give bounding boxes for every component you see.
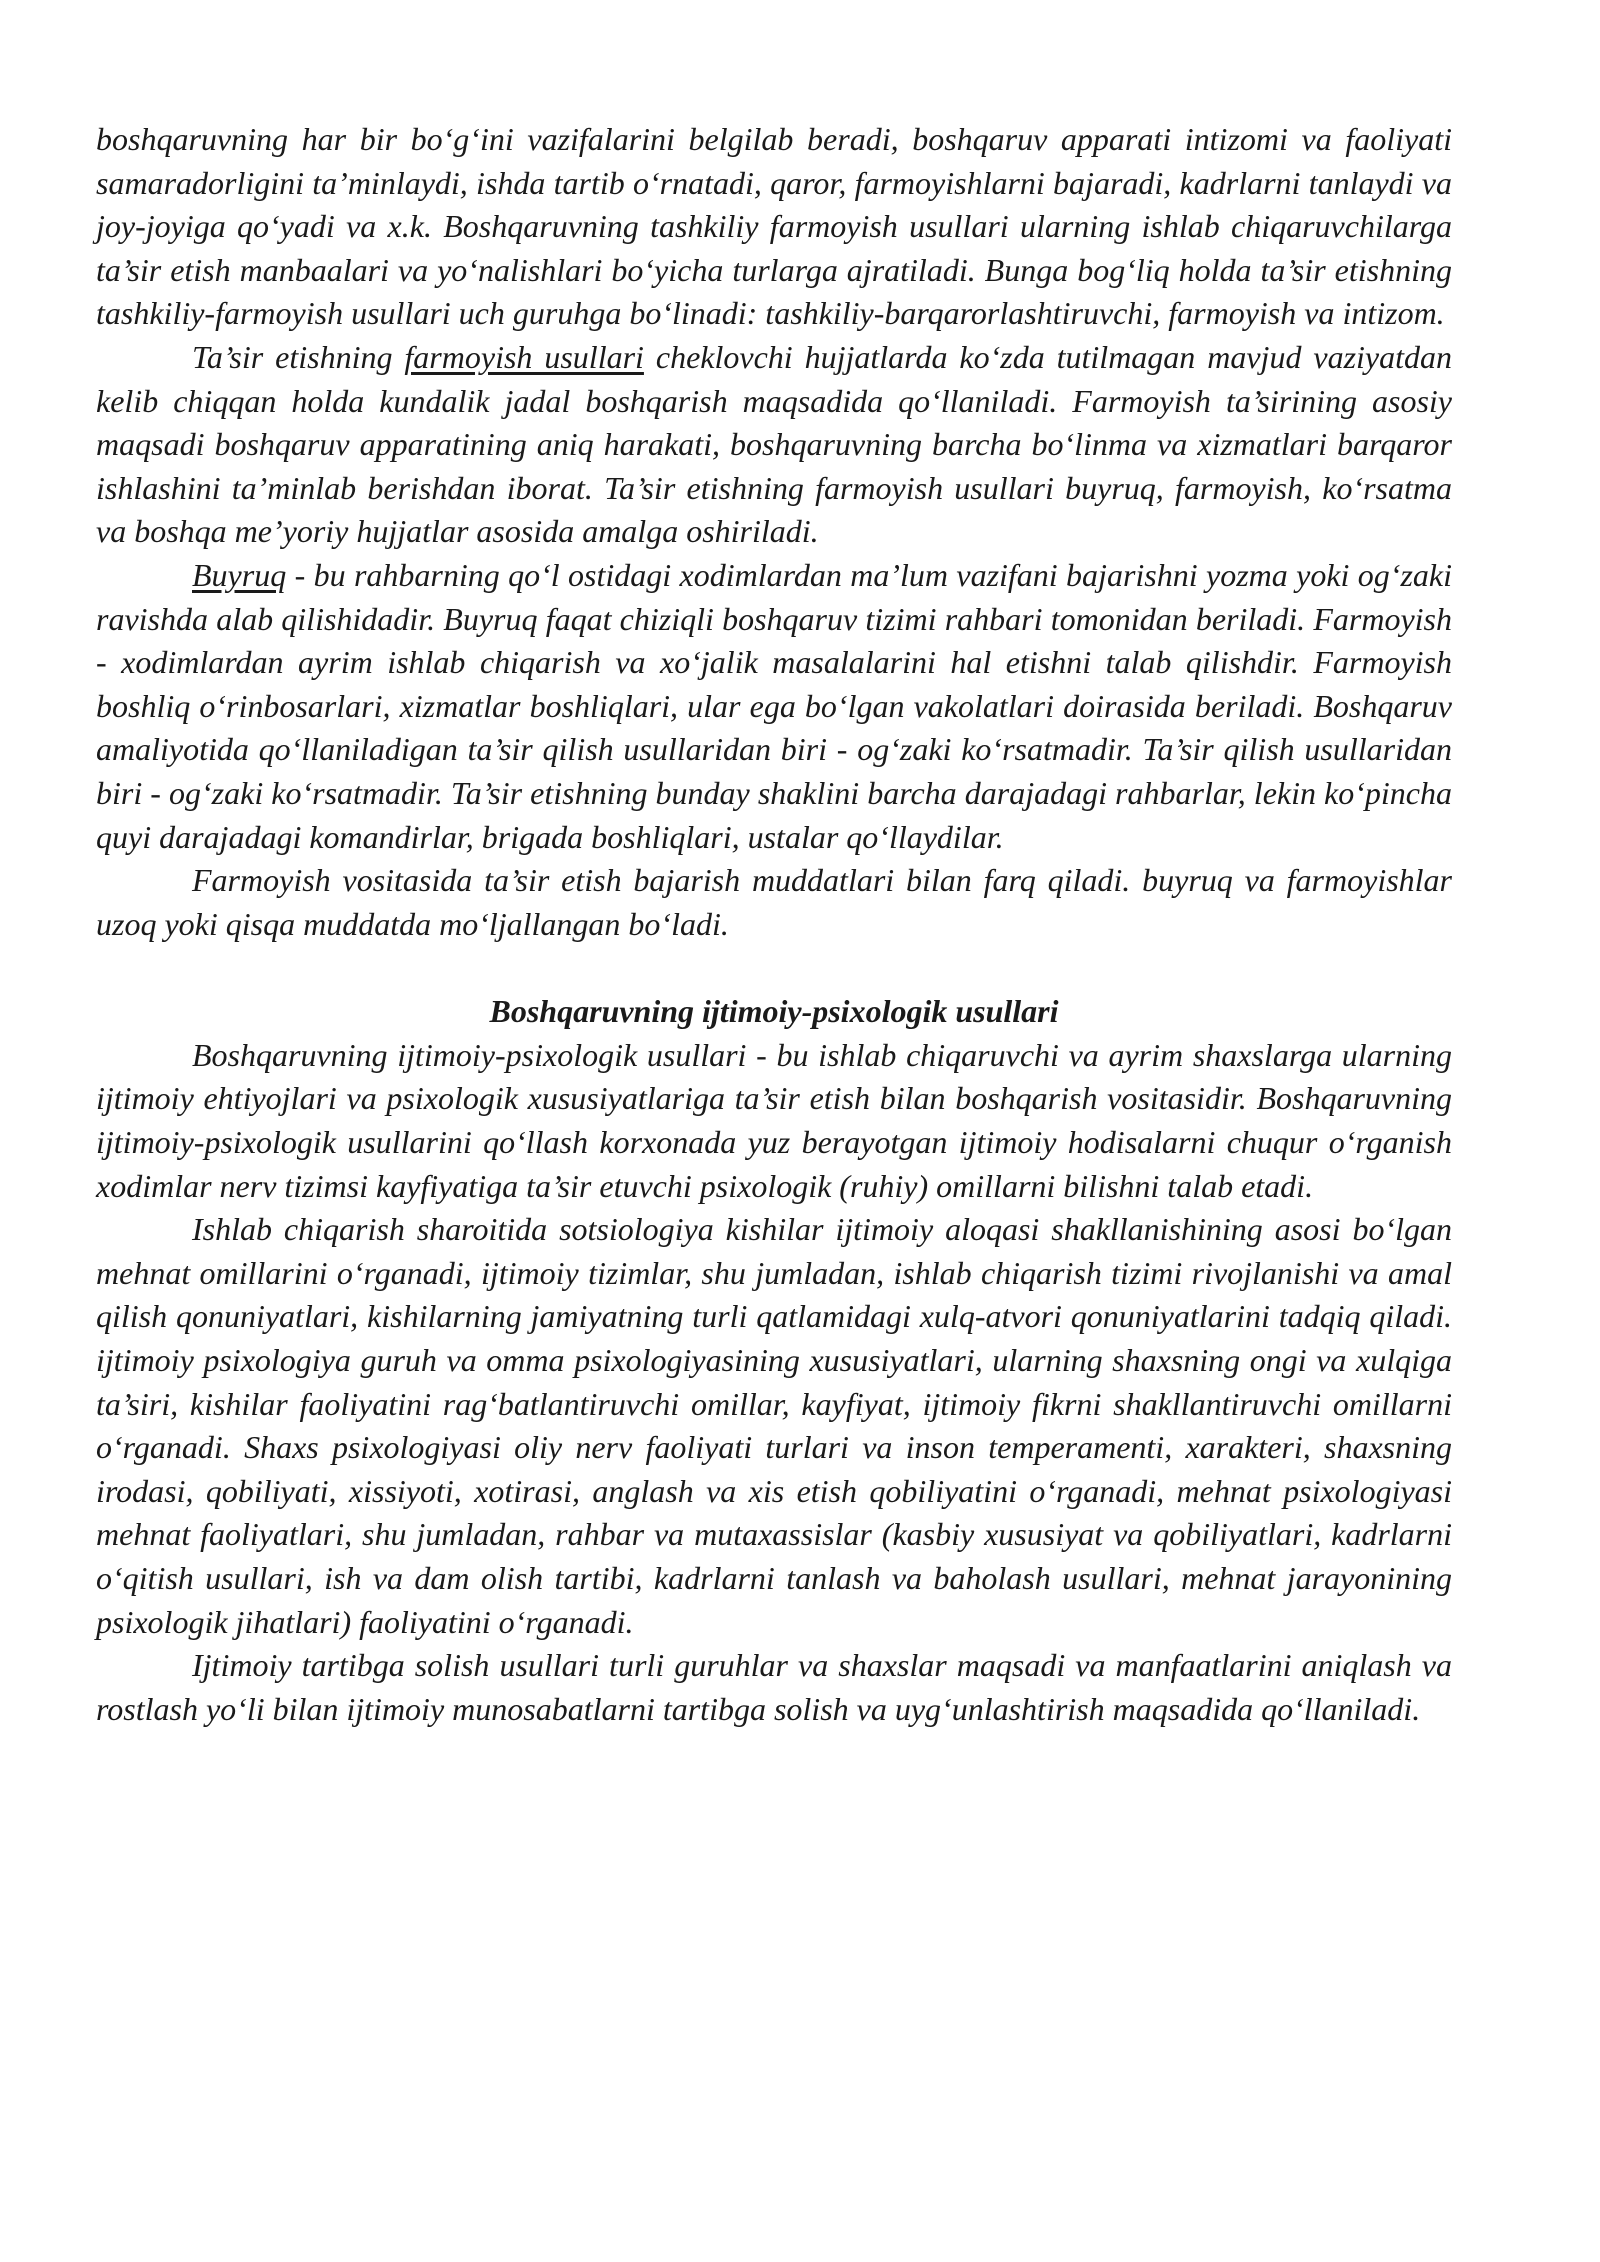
underlined-term: Buyruq [192,556,287,593]
paragraph: Ishlab chiqarish sharoitida sotsiologiya kishilar ijtimoiy aloqasi shakllanishining asosi bo‘lgan mehnat omillarini o‘rganadi, ijtimoiy tizimlar, shu jumladan, ishlab chiqarish tizimi rivojlanishi va amal qilish qonuniyatlari, kishilarning jamiyatning turli qatlamidagi xulq-atvori qonuniyatlarini tadqiq qiladi. ijtimoiy psixologiya guruh va omma psixologiyasining xususiyatlari, ularning shaxsning ongi va xulqiga ta’siri, kishilar faoliyatini rag‘batlantiruvchi omillar, kayfiyat, ijtimoiy fikrni shakllantiruvchi omillarni o‘rganadi. Shaxs psixologiyasi oliy nerv faoliyati turlari va inson temperamenti, xarakteri, shaxsning irodasi, qobiliyati, xissiyoti, xotirasi, anglash va xis etish qobiliyatini o‘rganadi, mehnat psixologiyasi mehnat faoliyatlari, shu jumladan, rahbar va mutaxassislar (kasbiy xususiyat va qobiliyatlari, kadrlarni o‘qitish usullari, ish va dam olish tartibi, kadrlarni tanlash va baholash usullari, mehnat jarayonining psixologik jihatlari) faoliyatini o‘rganadi. [96,1211,1452,1640]
section-heading: Boshqaruvning ijtimoiy-psixologik usullari [489,993,1059,1030]
paragraph-text: cheklovchi hujjatlarda ko‘zda tutilmagan mavjud vaziyatdan kelib chiqqan holda kundalik jadal boshqarish maqsadida qo‘llaniladi. Farmoyish ta’sirining asosiy maqsadi boshqaruv apparatining aniq harakati, boshqaruvning barcha bo‘linma va xizmatlari barqaror ishlashini ta’minlab berishdan iborat. Ta’sir etishning farmoyish usullari buyruq, farmoyish, ko‘rsatma va boshqa me’yoriy hujjatlar asosida amalga oshiriladi. [96,338,1453,550]
paragraph: Ijtimoiy tartibga solish usullari turli guruhlar va shaxslar maqsadi va manfaatlarini aniqlash va rostlash yo‘li bilan ijtimoiy munosabatlarni tartibga solish va uyg‘unlashtirish maqsadida qo‘llaniladi. [96,1647,1452,1727]
paragraph: Boshqaruvning ijtimoiy-psixologik usullari - bu ishlab chiqaruvchi va ayrim shaxslarga ularning ijtimoiy ehtiyojlari va psixologik xususiyatlariga ta’sir etish bilan boshqarish vositasidir. Boshqaruvning ijtimoiy-psixologik usullarini qo‘llash korxonada yuz berayotgan ijtimoiy hodisalarni chuqur o‘rganish xodimlar nerv tizimsi kayfiyatiga ta’sir etuvchi psixologik (ruhiy) omillarni bilishni talab etadi. [96,1036,1452,1204]
paragraph [96,336,1452,554]
paragraph: boshqaruvning har bir bo‘g‘ini vazifalarini belgilab beradi, boshqaruv apparati intizomi va faoliyati samaradorligini ta’minlaydi, ishda tartib o‘rnatadi, qaror, farmoyishlarni bajaradi, kadrlarni tanlaydi va joy-joyiga qo‘yadi va x.k. Boshqaruvning tashkiliy farmoyish usullari ularning ishlab chiqaruvchilarga ta’sir etish manbaalari va yo‘nalishlari bo‘yicha turlarga ajratiladi. Bunga bog‘liq holda ta’sir etishning tashkiliy-farmoyish usullari uch guruhga bo‘linadi: tashkiliy-barqarorlashtiruvchi, farmoyish va intizom. [96,121,1452,332]
paragraph: Farmoyish vositasida ta’sir etish bajarish muddatlari bilan farq qiladi. buyruq va farmoyishlar uzoq yoki qisqa muddatda mo‘ljallangan bo‘ladi. [96,862,1452,942]
paragraph-text: - bu rahbarning qo‘l ostidagi xodimlardan ma’lum vazifani bajarishni yozma yoki og‘zaki ravishda alab qilishidadir. Buyruq faqat chiziqli boshqaruv tizimi rahbari tomonidan beriladi. Farmoyish - xodimlardan ayrim ishlab chiqarish va xo‘jalik masalalarini hal etishni talab qilishdir. Farmoyish boshliq o‘rinbosarlari, xizmatlar boshliqlari, ular ega bo‘lgan vakolatlari doirasida beriladi. Boshqaruv amaliyotida qo‘llaniladigan ta’sir qilish usullaridan biri - og‘zaki ko‘rsatmadir. Ta’sir qilish usullaridan biri - og‘zaki ko‘rsatmadir. Ta’sir etishning bunday shaklini barcha darajadagi rahbarlar, lekin ko‘pincha quyi darajadagi komandirlar, brigada boshliqlari, ustalar qo‘llaydilar. [96,556,1452,855]
underlined-term: farmoyish usullari [404,338,644,375]
document-page [96,118,1452,1731]
paragraph-text: Ta’sir etishning [192,338,405,375]
paragraph [96,554,1452,859]
